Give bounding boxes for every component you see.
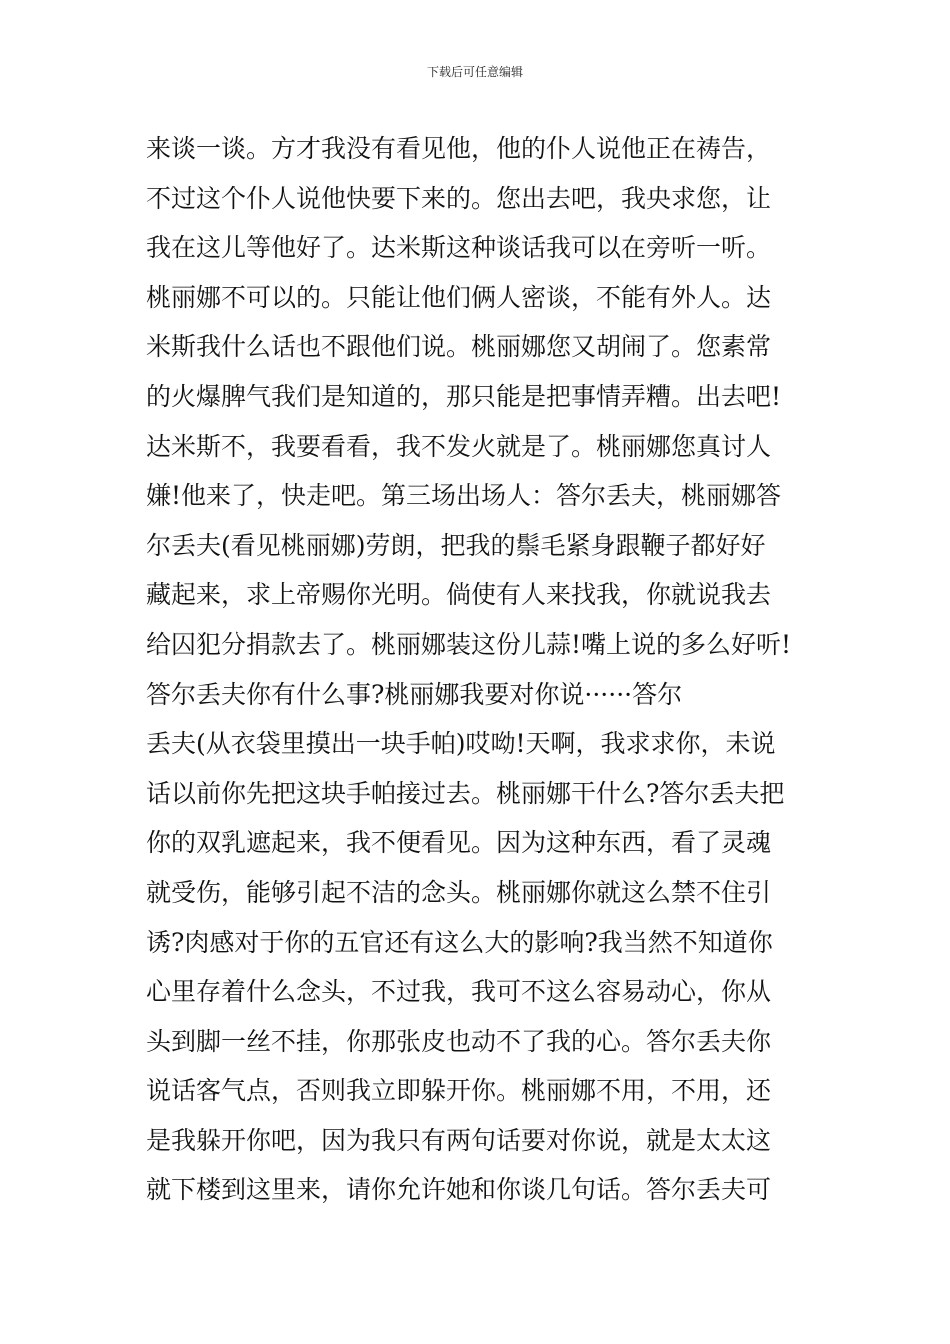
text-line: 给囚犯分捐款去了。桃丽娜装这份儿蒜!嘴上说的多么好听! bbox=[146, 629, 792, 659]
text-line: 来谈一谈。方才我没有看见他，他的仆人说他正在祷告， bbox=[146, 134, 772, 163]
text-line: 藏起来，求上帝赐你光明。倘使有人来找我，你就说我去 bbox=[146, 580, 772, 610]
text-line: 尔丢夫(看见桃丽娜)劳朗，把我的鬃毛紧身跟鞭子都好好 bbox=[146, 530, 766, 560]
text-line: 不过这个仆人说他快要下来的。您出去吧，我央求您，让 bbox=[146, 183, 772, 213]
text-line: 的火爆脾气我们是知道的，那只能是把事情弄糟。出去吧! bbox=[146, 381, 782, 411]
text-line: 就下楼到这里来，请你允许她和你谈几句话。答尔丢夫可 bbox=[146, 1175, 772, 1205]
text-line: 头到脚一丝不挂，你那张皮也动不了我的心。答尔丢夫你 bbox=[146, 1026, 772, 1056]
text-line: 答尔丢夫你有什么事?桃丽娜我要对你说······答尔 bbox=[146, 679, 683, 709]
text-line: 米斯我什么话也不跟他们说。桃丽娜您又胡闹了。您素常 bbox=[146, 332, 772, 362]
text-line: 诱?肉感对于你的五官还有这么大的影响?我当然不知道你 bbox=[146, 927, 773, 957]
text-line: 是我躲开你吧，因为我只有两句话要对你说，就是太太这 bbox=[146, 1125, 772, 1155]
text-line: 说话客气点，否则我立即躲开你。桃丽娜不用，不用，还 bbox=[146, 1076, 772, 1106]
text-line: 你的双乳遮起来，我不便看见。因为这种东西，看了灵魂 bbox=[146, 828, 772, 858]
text-line: 嫌!他来了，快走吧。第三场出场人：答尔丢夫，桃丽娜答 bbox=[146, 481, 782, 511]
page-header: 下载后可任意编辑 bbox=[426, 65, 523, 79]
text-line: 就受伤，能够引起不洁的念头。桃丽娜你就这么禁不住引 bbox=[146, 877, 772, 907]
text-line: 我在这儿等他好了。达米斯这种谈话我可以在旁听一听。 bbox=[146, 233, 772, 263]
text-line: 丢夫(从衣袋里摸出一块手帕)哎呦!天啊，我求求你，未说 bbox=[146, 729, 776, 759]
text-line: 达米斯不，我要看看，我不发火就是了。桃丽娜您真讨人 bbox=[146, 431, 772, 461]
text-line: 桃丽娜不可以的。只能让他们俩人密谈，不能有外人。达 bbox=[146, 282, 772, 312]
text-line: 话以前你先把这块手帕接过去。桃丽娜干什么?答尔丢夫把 bbox=[146, 778, 785, 808]
text-line: 心里存着什么念头，不过我，我可不这么容易动心，你从 bbox=[146, 977, 772, 1007]
body-text bbox=[146, 124, 826, 1215]
